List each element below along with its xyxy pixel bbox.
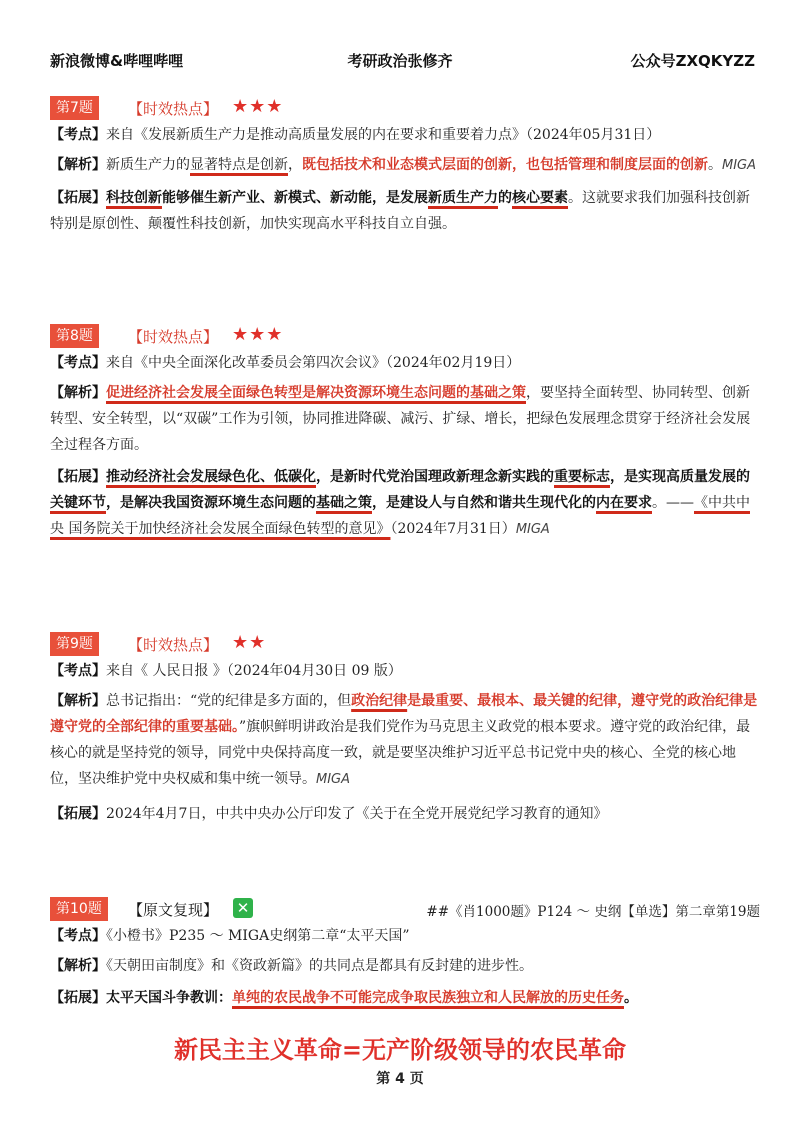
question-number: 第7题	[50, 96, 99, 120]
question-tag: 【时效热点】	[128, 100, 219, 118]
header-left: 新浪微博&哔哩哔哩	[50, 52, 184, 70]
tuozhan: 【拓展】推动经济社会发展绿色化、低碳化，是新时代党治国理政新理念新实践的重要标志，是实现高质量发展的关键环节，是解决我国资源环境生态问题的基础之策，是建设人与自然和谐共生现代化的内在要求。——《中共中央 国务院关于加快经济社会发展全面绿色转型的意见》（2024年7月31日）MIGA	[50, 469, 750, 537]
question-tag: 【原文复现】	[128, 901, 219, 919]
tuozhan: 【拓展】太平天国斗争教训：单纯的农民战争不可能完成争取民族独立和人民解放的历史任务。	[50, 990, 638, 1006]
question-10	[50, 897, 760, 1011]
question-7	[50, 96, 760, 237]
question-tag: 【时效热点】	[128, 636, 219, 654]
jiexi: 【解析】《天朝田亩制度》和《资政新篇》的共同点是都具有反封建的进步性。	[50, 958, 533, 974]
jiexi: 【解析】新质生产力的显著特点是创新，既包括技术和业态模式层面的创新，也包括管理和制度层面的创新。MIGA	[50, 157, 757, 173]
stars-rating: ★★★	[232, 96, 284, 117]
cross-mark-icon: ✕	[233, 898, 253, 918]
stars-rating: ★★	[232, 632, 267, 653]
question-number: 第9题	[50, 632, 99, 656]
kaodian: 【考点】《小橙书》P235 ～ MIGA史纲第二章“太平天国”	[50, 928, 410, 944]
jiexi: 【解析】促进经济社会发展全面绿色转型是解决资源环境生态问题的基础之策，要坚持全面转型、协同转型、创新转型、安全转型，以“双碳”工作为引领，协同推进降碳、减污、扩绿、增长，把绿色发展理念贯穿于经济社会发展全过程各方面。	[50, 385, 751, 453]
question-8	[50, 324, 760, 543]
tuozhan: 【拓展】科技创新能够催生新产业、新模式、新动能，是发展新质生产力的核心要素。这就要求我们加强科技创新特别是原创性、颠覆性科技创新，加快实现高水平科技自立自强。	[50, 190, 750, 232]
question-number: 第8题	[50, 324, 99, 348]
header-right: 公众号ZXQKYZZ	[630, 52, 755, 70]
question-9	[50, 632, 760, 827]
kaodian: 【考点】来自《发展新质生产力是推动高质量发展的内在要求和重要着力点》（2024年05月31日）	[50, 127, 661, 143]
jiexi: 【解析】总书记指出：“党的纪律是多方面的，但政治纪律是最重要、最根本、最关键的纪律，遵守党的政治纪律是遵守党的全部纪律的重要基础。”旗帜鲜明讲政治是我们党作为马克思主义政党的根本要求。遵守党的政治纪律，最核心的就是坚持党的领导，同党中央保持高度一致，就是要坚决维护习近平总书记党中央的核心、全党的核心地位，坚决维护党中央权威和集中统一领导。MIGA	[50, 693, 758, 787]
question-number: 第10题	[50, 897, 108, 921]
stars-rating: ★★★	[232, 324, 284, 345]
kaodian: 【考点】来自《中央全面深化改革委员会第四次会议》（2024年02月19日）	[50, 355, 521, 371]
slogan: 新民主主义革命=无产阶级领导的农民革命	[173, 1036, 627, 1064]
kaodian: 【考点】来自《 人民日报 》（2024年04月30日 09 版）	[50, 663, 402, 679]
page-number: 第 4 页	[376, 1071, 424, 1087]
question-tag: 【时效热点】	[128, 328, 219, 346]
source-reference: ##《肖1000题》P124 ～ 史纲【单选】第二章第19题	[426, 904, 760, 920]
header-center: 考研政治张修齐	[347, 52, 453, 70]
tuozhan: 【拓展】2024年4月7日，中共中央办公厅印发了《关于在全党开展党纪学习教育的通知》	[50, 806, 608, 822]
